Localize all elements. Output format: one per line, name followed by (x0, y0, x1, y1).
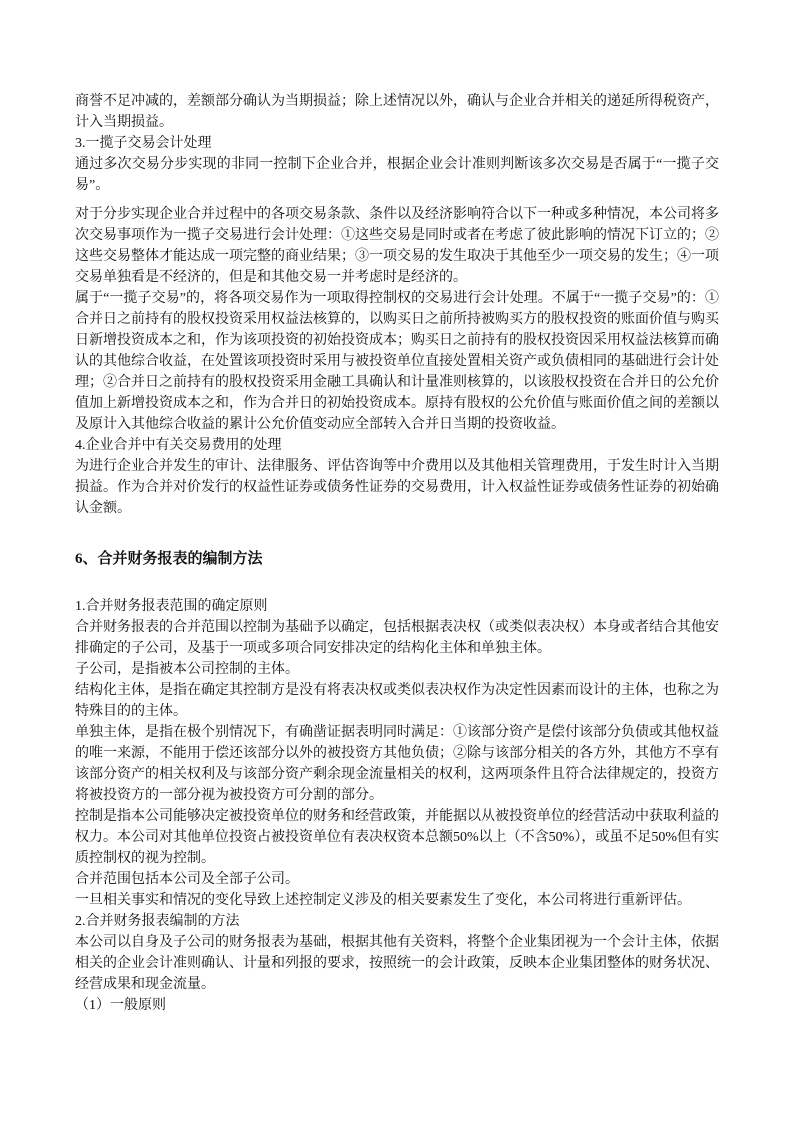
paragraph: 一旦相关事实和情况的变化导致上述控制定义涉及的相关要素发生了变化，本公司将进行重新评估。 (75, 893, 691, 908)
paragraph: 商誉不足冲减的，差额部分确认为当期损益；除上述情况以外，确认与企业合并相关的递延所得税资产，计入当期损益。 (75, 94, 719, 130)
paragraph: 为进行企业合并发生的审计、法律服务、评估咨询等中介费用以及其他相关管理费用，于发生时计入当期损益。作为合并对价发行的权益性证券或债务性证券的交易费用，计入权益性证券或债务性证券的初始确认金额。 (75, 459, 719, 516)
paragraph: 本公司以自身及子公司的财务报表为基础，根据其他有关资料，将整个企业集团视为一个会计主体，依据相关的企业会计准则确认、计量和列报的要求，按照统一的会计政策，反映本企业集团整体的财务状况、经营成果和现金流量。 (75, 935, 719, 992)
paragraph: 属于“一揽子交易”的，将各项交易作为一项取得控制权的交易进行会计处理。不属于“一揽子交易”的：①合并日之前持有的股权投资采用权益法核算的，以购买日之前所持被购买方的股权投资的账面价值与购买日新增投资成本之和，作为该项投资的初始投资成本；购买日之前持有的股权投资因采用权益法核算而确认的其他综合收益，在处置该项投资时采用与被投资单位直接处置相关资产或负债相同的基础进行会计处理；②合并日之前持有的股权投资采用金融工具确认和计量准则核算的，以该股权投资在合并日的公允价值加上新增投资成本之和，作为合并日的初始投资成本。原持有股权的公允价值与账面价值之间的差额以及原计入其他综合收益的累计公允价值变动应全部转入合并日当期的投资收益。 (75, 291, 719, 432)
sub-section-title: 4.企业合并中有关交易费用的处理 (75, 438, 282, 453)
paragraph: 对于分步实现企业合并过程中的各项交易条款、条件以及经济影响符合以下一种或多种情况，本公司将多次交易事项作为一揽子交易进行会计处理：①这些交易是同时或者在考虑了彼此影响的情况下订立的；②这些交易整体才能达成一项完整的商业结果；③一项交易的发生取决于其他至少一项交易的发生；④一项交易单独看是不经济的，但是和其他交易一并考虑时是经济的。 (75, 207, 719, 285)
paragraph: 子公司，是指被本公司控制的主体。 (75, 662, 299, 677)
paragraph: 控制是指本公司能够决定被投资单位的财务和经营政策，并能据以从被投资单位的经营活动中获取利益的权力。本公司对其他单位投资占被投资单位有表决权资本总额50%以上（不含50%），或虽不足50%但有实质控制权的视为控制。 (75, 809, 719, 866)
paragraph: 单独主体，是指在极个别情况下，有确凿证据表明同时满足：①该部分资产是偿付该部分负债或其他权益的唯一来源，不能用于偿还该部分以外的被投资方其他负债；②除与该部分相关的各方外，其他方不享有该部分资产的相关权利及与该部分资产剩余现金流量相关的权利，这两项条件且符合法律规定的，投资方将被投资方的一部分视为被投资方可分割的部分。 (75, 725, 719, 803)
section-heading: 6、合并财务报表的编制方法 (75, 551, 263, 567)
paragraph: 结构化主体，是指在确定其控制方是没有将表决权或类似表决权作为决定性因素而设计的主体，也称之为特殊目的的主体。 (75, 683, 719, 719)
sub-section-title: 1.合并财务报表范围的确定原则 (75, 599, 268, 614)
paragraph: 通过多次交易分步实现的非同一控制下企业合并，根据企业会计准则判断该多次交易是否属于“一揽子交易”。 (75, 157, 719, 193)
sub-section-title: 3.一揽子交易会计处理 (75, 136, 212, 151)
document-content (75, 91, 719, 1016)
paragraph: 合并范围包括本公司及全部子公司。 (75, 872, 299, 887)
paragraph: 合并财务报表的合并范围以控制为基础予以确定，包括根据表决权（或类似表决权）本身或者结合其他安排确定的子公司，及基于一项或多项合同安排决定的结构化主体和单独主体。 (75, 620, 719, 656)
sub-section-title: 2.合并财务报表编制的方法 (75, 914, 240, 929)
sub-section-title: （1）一般原则 (75, 998, 166, 1013)
